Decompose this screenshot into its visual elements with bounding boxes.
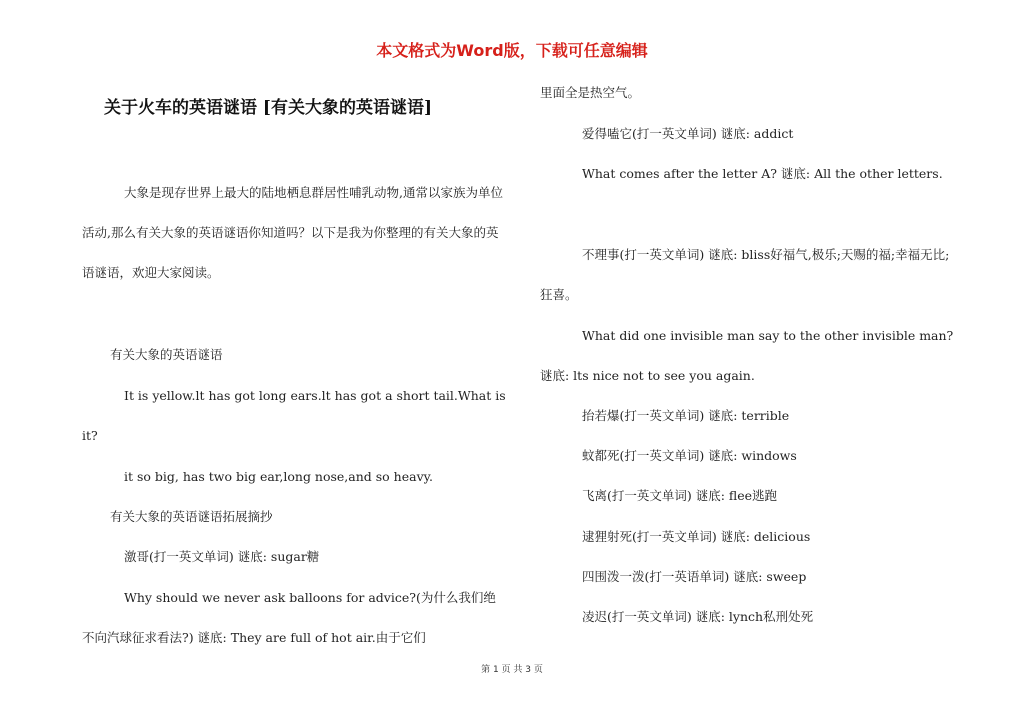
riddle-item: 四围泼一泼(打一英语单词) 谜底: sweep [582, 569, 807, 584]
intro-paragraph: 大象是现存世界上最大的陆地栖息群居性哺乳动物,通常以家族为单位活动,那么有关大象的英语谜语你知道吗？以下是我为你整理的有关大象的英语谜语，欢迎大家阅读。 [82, 185, 503, 280]
riddle-item: 激哥(打一英文单词) 谜底: sugar糖 [124, 549, 320, 564]
riddle-paragraph: It is yellow.lt has got long ears.lt has got a short tail.What is it? [82, 388, 506, 443]
download-banner: 本文格式为Word版，下载可任意编辑 [376, 41, 648, 60]
riddle-item: What comes after the letter A? 谜底: All the other letters. [582, 166, 943, 181]
continued-text: 里面全是热空气。 [540, 85, 641, 100]
riddle-item: 蚊都死(打一英文单词) 谜底: windows [582, 448, 797, 463]
riddle-item: 飞离(打一英文单词) 谜底: flee逃跑 [582, 488, 778, 503]
section-heading-riddles: 有关大象的英语谜语 [110, 347, 223, 362]
section-heading-extension: 有关大象的英语谜语拓展摘抄 [110, 509, 273, 524]
document-title: 关于火车的英语谜语 [有关大象的英语谜语] [104, 98, 433, 118]
riddle-item: 凌迟(打一英文单词) 谜底: lynch私刑处死 [582, 609, 814, 624]
page-number: 第 1 页 共 3 页 [481, 665, 543, 675]
riddle-answer-paragraph: it so big, has two big ear,long nose,and so heavy. [124, 469, 434, 484]
riddle-item: 逮狸射死(打一英文单词) 谜底: delicious [582, 529, 811, 544]
riddle-item: 抬若爆(打一英文单词) 谜底: terrible [582, 408, 790, 423]
riddle-item: What did one invisible man say to the other invisible man? 谜底: lts nice not to see you again. [540, 328, 954, 383]
riddle-item: 不理事(打一英文单词) 谜底: bliss好福气,极乐;天赐的福;幸福无比;狂喜。 [540, 247, 950, 302]
riddle-item: Why should we never ask balloons for advice?(为什么我们绝不向汽球征求看法?) 谜底: They are full of hot air.由于它们 [82, 590, 496, 645]
riddle-item: 爱得嗑它(打一英文单词) 谜底: addict [582, 126, 794, 141]
